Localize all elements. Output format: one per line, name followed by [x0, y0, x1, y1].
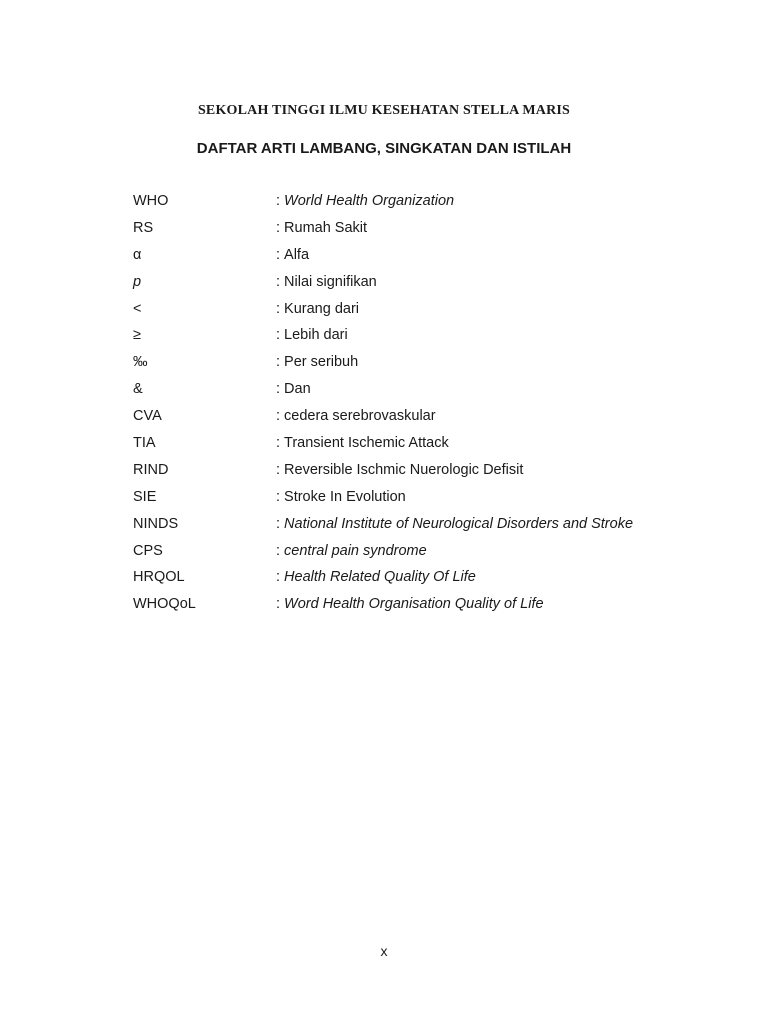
- abbreviation-definition: cedera serebrovaskular: [284, 408, 436, 425]
- separator: :: [276, 542, 281, 559]
- abbreviation-definition: Word Health Organisation Quality of Life: [284, 596, 544, 613]
- list-item: [133, 540, 733, 567]
- list-item: [133, 405, 733, 432]
- list-item: [133, 271, 733, 298]
- abbreviation-definition: Alfa: [284, 246, 310, 263]
- separator: :: [276, 408, 281, 425]
- abbreviation-term: TIA: [133, 435, 156, 452]
- abbreviation-term: CPS: [133, 542, 163, 559]
- abbreviation-term: <: [133, 300, 142, 317]
- abbreviation-definition: Lebih dari: [284, 327, 348, 344]
- separator: :: [276, 246, 281, 263]
- institution-name: SEKOLAH TINGGI ILMU KESEHATAN STELLA MARIS: [197, 103, 571, 118]
- abbreviation-definition: Dan: [284, 381, 311, 398]
- abbreviation-term: RIND: [133, 461, 169, 478]
- separator: :: [276, 515, 281, 532]
- list-item: [133, 459, 733, 486]
- abbreviation-definition: Kurang dari: [284, 300, 359, 317]
- abbreviation-definition: Rumah Sakit: [284, 219, 368, 236]
- page-number: x: [380, 943, 388, 959]
- abbreviation-term: RS: [133, 219, 154, 236]
- abbreviation-definition: National Institute of Neurological Disorders and Stroke: [284, 515, 634, 532]
- list-item: [133, 513, 733, 540]
- abbreviation-term: p: [133, 273, 142, 290]
- separator: :: [276, 381, 281, 398]
- list-item: [133, 324, 733, 351]
- abbreviation-term: SIE: [133, 488, 157, 505]
- separator: :: [276, 461, 281, 478]
- abbreviation-term: WHOQoL: [133, 596, 196, 613]
- abbreviation-definition: World Health Organization: [284, 193, 455, 209]
- separator: :: [276, 300, 281, 317]
- list-item: [133, 566, 733, 593]
- separator: :: [276, 596, 281, 613]
- page-title: DAFTAR ARTI LAMBANG, SINGKATAN DAN ISTILAH: [196, 140, 572, 157]
- separator: :: [276, 354, 281, 371]
- abbreviation-definition: Reversible Ischmic Nuerologic Defisit: [284, 461, 524, 478]
- abbreviation-term: α: [133, 246, 142, 263]
- list-item: [133, 432, 733, 459]
- abbreviation-term: ‰: [133, 354, 148, 371]
- list-item: [133, 486, 733, 513]
- abbreviation-term: CVA: [133, 408, 162, 425]
- list-item: [133, 298, 733, 325]
- list-item: [133, 378, 733, 405]
- abbreviation-definition: Health Related Quality Of Life: [284, 569, 476, 586]
- abbreviation-definition: Per seribuh: [284, 354, 359, 371]
- separator: :: [276, 569, 281, 586]
- separator: :: [276, 488, 281, 505]
- separator: :: [276, 273, 281, 290]
- list-item: [133, 593, 733, 620]
- abbreviation-definition: Stroke In Evolution: [284, 488, 406, 505]
- abbreviation-list: [133, 190, 733, 620]
- list-item: [133, 190, 733, 217]
- abbreviation-term: NINDS: [133, 515, 179, 532]
- abbreviation-term: &: [133, 381, 143, 398]
- separator: :: [276, 327, 281, 344]
- list-item: [133, 244, 733, 271]
- abbreviation-term: HRQOL: [133, 569, 185, 586]
- abbreviation-term: ≥: [133, 327, 141, 344]
- abbreviation-definition: Nilai signifikan: [284, 273, 377, 290]
- separator: :: [276, 219, 281, 236]
- list-item: [133, 351, 733, 378]
- abbreviation-definition: Transient Ischemic Attack: [284, 435, 449, 452]
- abbreviation-definition: central pain syndrome: [284, 542, 427, 559]
- list-item: [133, 217, 733, 244]
- abbreviation-term: WHO: [133, 193, 169, 209]
- separator: :: [276, 435, 281, 452]
- separator: :: [276, 193, 281, 209]
